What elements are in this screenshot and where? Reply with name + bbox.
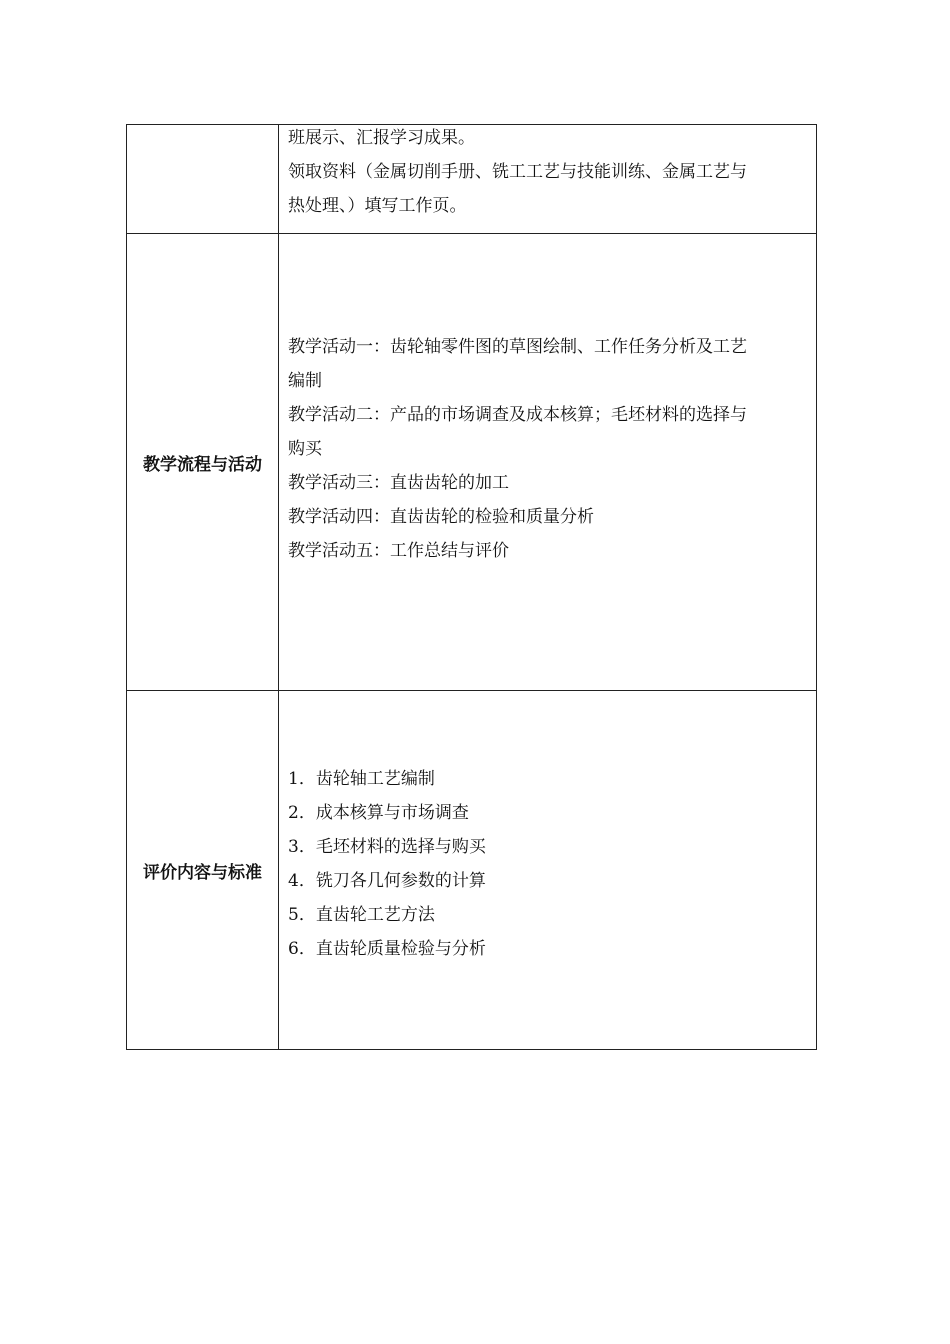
evaluation-item: 6．直齿轮质量检验与分析 [288, 939, 486, 959]
teaching-flow-content [279, 234, 817, 691]
intro-line: 领取资料（金属切削手册、铣工工艺与技能训练、金属工艺与 [288, 162, 747, 182]
activity-line: 教学活动四：直齿齿轮的检验和质量分析 [288, 507, 594, 527]
activity-line: 教学活动二：产品的市场调查及成本核算；毛坯材料的选择与 [288, 405, 747, 425]
table-row-teaching-flow [127, 234, 817, 691]
evaluation-item: 3．毛坯材料的选择与购买 [288, 837, 486, 857]
activity-line: 教学活动三：直齿齿轮的加工 [288, 473, 509, 493]
activity-line: 教学活动五：工作总结与评价 [288, 541, 509, 561]
table-row-intro [127, 125, 817, 234]
table-row-evaluation [127, 691, 817, 1050]
intro-label-cell [127, 125, 279, 234]
evaluation-item: 1．齿轮轴工艺编制 [288, 769, 435, 789]
course-table [126, 124, 817, 1050]
activity-line: 教学活动一：齿轮轴零件图的草图绘制、工作任务分析及工艺 [288, 337, 747, 357]
evaluation-item: 5．直齿轮工艺方法 [288, 905, 435, 925]
intro-line: 热处理、）填写工作页。 [288, 196, 467, 216]
evaluation-label: 评价内容与标准 [127, 691, 279, 1050]
intro-content-cell [279, 125, 817, 234]
evaluation-content [279, 691, 817, 1050]
activity-line: 购买 [288, 439, 322, 459]
intro-line: 班展示、汇报学习成果。 [288, 128, 475, 148]
activity-line: 编制 [288, 371, 322, 391]
evaluation-item: 4．铣刀各几何参数的计算 [288, 871, 486, 891]
evaluation-item: 2．成本核算与市场调查 [288, 803, 469, 823]
teaching-flow-label: 教学流程与活动 [127, 234, 279, 691]
